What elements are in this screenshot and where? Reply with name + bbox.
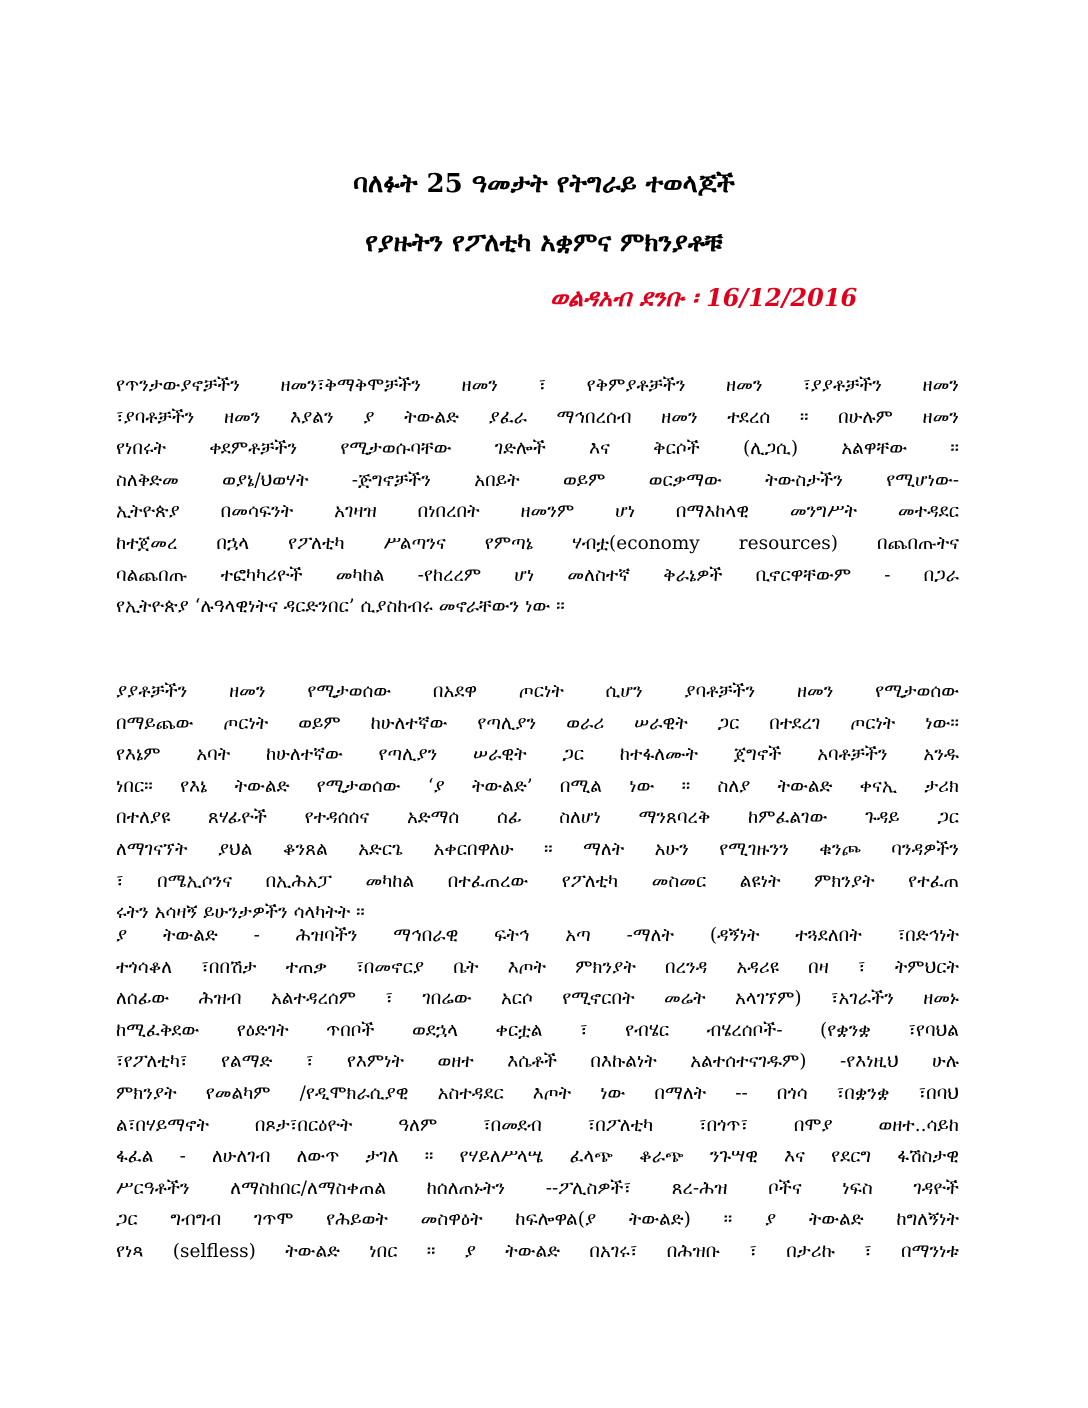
paragraph-line: ለማገናኘት ያህል ቆንጸል አድርጌ አቀርበዋለሁ ። ማለት አሁን የሚገዙንን ቁንጮ ባንዳዎችን: [116, 838, 959, 860]
paragraph-line: ተጎሳቆለ ፣በበሽታ ተጠቃ ፣በመኖርያ ቤት እጦት ምክንያት በረንዳ አዳሪዩ በዛ ፣ ትምህርት: [116, 956, 959, 978]
author-date-byline: ወልዳአብ ደንቡ ፡ 16/12/2016: [550, 283, 858, 312]
paragraph-line: ፣ያባቶቻችን ዘመን እያልን ያ ትውልድ ያፈራ ማኅበረሰብ ዘመን ተደረሰ ። በሁሉም ዘመን: [116, 406, 959, 428]
paragraph-line: ፣የፖለቲካ፣ የልማድ ፣ የእምነት ወዘተ እሴቶች በእኩልነት አልተሰተናገዱም) -የእነዚህ ሁሉ: [116, 1051, 959, 1073]
paragraph-2: [116, 676, 959, 929]
paragraph-line: የእኔም አባት ከሁለተኛው የጣሊያን ሠራዊት ጋር ከተፋለሙት ጀግኖች አባቶቻችን አንዱ: [116, 744, 959, 766]
paragraph-line: ል፣በሃይማኖት በጾታ፣በርዕዮት ዓለም ፣በመደብ ፣በፖለቲካ ፣በጎጥ፣ በሞያ ወዘተ..ሳይከ: [116, 1114, 959, 1136]
paragraph-line: ያያቶቻችን ዘመን የሚታወሰው በአደዋ ጦርነት ሲሆን ያባቶቻችን ዘመን የሚታወሰው: [116, 681, 959, 702]
paragraph-line: ሩትን አሳዛኝ ይሁንታዎችን ሳላካትት ።: [116, 902, 365, 924]
paragraph-line: ለሰፊው ሕዝብ አልተዳረሰም ፣ ገበሬው አርሶ የሚኖርበት መሬት አላገኘም) ፣አገራችን ዘመኑ: [116, 988, 959, 1010]
paragraph-3: [116, 920, 959, 1268]
paragraph-line: ፋፈል - ለሁለገብ ለውጥ ታገለ ። የሃይለሥላሤ ፈላጭ ቆራጭ ንጉሣዊ እና የደርግ ፋሽስታዊ: [116, 1146, 959, 1168]
paragraph-line: ያ ትውልድ - ሕዝባችን ማኅበራዊ ፍትኅ አጣ -ማለት (ዳኝነት ተጓደለበት ፣በድኅነት: [116, 925, 959, 946]
document-title-line-2: የያዙትን የፖለቲካ አቋምና ምክንያቶቹ: [365, 228, 723, 258]
paragraph-line: የነበሩት ቀደምቶቻችን የሚታወሱባቸው ገድሎች እና ቅርሶች (ሊጋሲ) አልዋቸው ።: [116, 438, 959, 460]
paragraph-1: [116, 370, 959, 623]
paragraph-line: ከተጀመረ በኋላ የፖለቲካ ሥልጣንና የምጣኔ ሃብቷ(economy resources) በጨበጡትና: [116, 532, 959, 554]
paragraph-line: የጥንታውያኖቻችን ዘመን፣ቅማቅሞቻችን ዘመን ፣ የቅምያቶቻችን ዘመን ፣ያያቶቻችን ዘመን: [116, 375, 959, 396]
paragraph-line: ነበር። የእኔ ትውልድ የሚታወሰው ‘ያ ትውልድ’ በሚል ነው ። ስለያ ትውልድ ቀናኢ ታሪክ: [116, 775, 959, 797]
paragraph-line: ምክንያት የመልካም /የዲሞክራሲያዊ አስተዳደር እጦት ነው በማለት -- በጎሳ ፣በቋንቋ ፣በባህ: [116, 1082, 959, 1104]
paragraph-line: የነጻ (selfless) ትውልድ ነበር ። ያ ትውልድ በአገሩ፣ በሕዝቡ ፣ በታሪኩ ፣ በማንነቱ: [116, 1240, 959, 1262]
paragraph-line: ስለቅድመ ወያኔ/ህወሃት -ጅግኖቻችን አበይት ወይም ወርቃማው ትውስታችን የሚሆነው-: [116, 469, 959, 491]
paragraph-line: በማይጨው ጦርነት ወይም ከሁለተኛው የጣሊያን ወራሪ ሠራዊት ጋር በተደረገ ጦርነት ነው።: [116, 712, 959, 734]
paragraph-line: የኢትዮጵያ ‘ሉዓላዊነትና ዳርድንበር’ ሲያስከብሩ መኖራቸውን ነው ።: [116, 596, 565, 618]
paragraph-line: ፣ በሜኢሶንና በኢሕአፓ መካከል በተፈጠረው የፖለቲካ መስመር ልዩነት ምክንያት የተፈጠ: [116, 870, 959, 892]
document-title-line-1: ባለፉት 25 ዓመታት የትግራይ ተወላጆች: [353, 169, 735, 199]
paragraph-line: በተለያዩ ጸሃፊዮች የተዳሰሰና አድማሰ ሰፊ ስለሆነ ማንጸባረቅ ከምፈልገው ጉዳይ ጋር: [116, 807, 959, 829]
paragraph-line: ከሚፈቅደው የዕድገት ጥበቦች ወደኋላ ቀርቷል ፣ የብሄር ብሄረሰቦች- (የቋንቋ ፣የባህል: [116, 1019, 959, 1041]
paragraph-line: ሥርዓቶችን ለማስከበር/ለማስቀጠል ከሰለጠኑትን --ፖሊስዎች፣ ጸረ-ሕዝ ቦችና ነፍስ ገዳዮች: [116, 1177, 959, 1199]
paragraph-line: ኢትዮጵያ በመሳፍንት አገዛዝ በነበረበት ዘመንም ሆነ በማእከላዊ መንግሥት መተዳደር: [116, 501, 959, 523]
paragraph-line: ጋር ግብግብ ገጥሞ የሕይወት መስዋዕት ከፍሎዋል(ያ ትውልድ) ። ያ ትውልድ ከግለኝነት: [116, 1209, 959, 1231]
paragraph-line: ባልጨበጡ ተፎካካሪዮች መካከል -የከረረም ሆነ መለስተኛ ቅራኔዎች ቢኖርዋቸውም - በጋራ: [116, 564, 959, 586]
